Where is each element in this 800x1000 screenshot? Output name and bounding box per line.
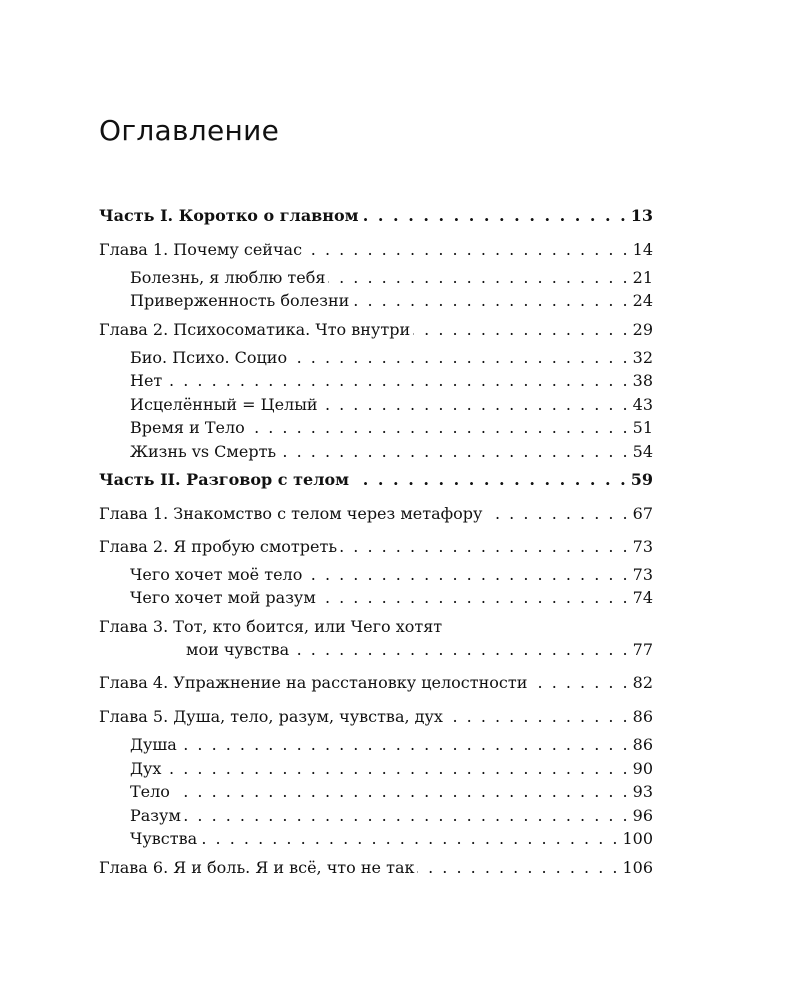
toc-entry-title: Чего хочет мой разум [130, 588, 316, 607]
toc-entry-section [130, 778, 653, 802]
toc-entry-page: 77 [632, 640, 653, 659]
toc-entry-title: Глава 4. Упражнение на расстановку целостности [99, 673, 528, 692]
toc-entry-title: Чувства [130, 829, 198, 848]
toc-entry-title: Глава 5. Душа, тело, разум, чувства, дух [99, 707, 443, 726]
toc-entry-page: 100 [622, 829, 653, 848]
toc-entry-page: 29 [632, 320, 653, 339]
toc-entry-title: Глава 6. Я и боль. Я и всё, что не так [99, 858, 415, 877]
toc-entry-section [130, 438, 653, 462]
toc-entry-title: Био. Психо. Социо [130, 348, 288, 367]
toc-entry-section [130, 414, 653, 438]
dot-leader [248, 418, 630, 438]
dot-leader [362, 206, 628, 226]
toc-entry-section [130, 731, 653, 755]
toc-entry-page: 67 [632, 504, 653, 523]
toc-entry-chapter [99, 316, 653, 340]
dot-leader [290, 348, 630, 368]
toc-entry-page: 14 [632, 240, 653, 259]
toc-entry-section [130, 825, 653, 849]
dot-leader [340, 537, 630, 557]
toc-entry-title: Глава 2. Психосоматика. Что внутри [99, 320, 411, 339]
toc-entry-section [130, 802, 653, 826]
toc-entry-chapter [99, 669, 653, 693]
toc-entry-page: 106 [622, 858, 653, 877]
toc-entry-title: Глава 1. Знакомство с телом через метафору [99, 504, 483, 523]
dot-leader [200, 829, 619, 849]
toc-entry-title: Исцелённый = Целый [130, 395, 318, 414]
toc-entry-page: 90 [632, 759, 653, 778]
toc-entry-chapter [99, 533, 653, 557]
toc-entry-part [99, 466, 653, 490]
toc-entry-title: мои чувства [186, 640, 290, 659]
toc-entry-page: 86 [632, 707, 653, 726]
toc-entry-page: 73 [632, 565, 653, 584]
toc-entry-section [130, 755, 653, 779]
toc-entry-page: 54 [632, 442, 653, 461]
toc-entry-title: Глава 2. Я пробую смотреть [99, 537, 338, 556]
toc-entry-title: Глава 3. Тот, кто боится, или Чего хотят [99, 617, 443, 636]
toc-entry-chapter [99, 703, 653, 727]
toc-entry-title: Разум [130, 806, 181, 825]
toc-entry-section [130, 287, 653, 311]
toc-entry-section [130, 561, 653, 585]
toc-entry-part [99, 202, 653, 226]
dot-leader [165, 371, 629, 391]
toc-entry-section [130, 264, 653, 288]
toc-entry-page: 96 [632, 806, 653, 825]
toc-entry-title: Глава 1. Почему сейчас [99, 240, 303, 259]
dot-leader [279, 442, 630, 462]
dot-leader [184, 806, 630, 826]
toc-entry-page: 59 [630, 470, 653, 489]
toc-entry-section [130, 344, 653, 368]
dot-leader [173, 782, 630, 802]
toc-entry-title: Приверженность болезни [130, 291, 350, 310]
toc-entry-chapter [99, 854, 653, 878]
dot-leader [417, 858, 619, 878]
dot-leader [352, 470, 628, 490]
toc-entry-title: Чего хочет моё тело [130, 565, 303, 584]
dot-leader [319, 588, 630, 608]
dot-leader [180, 735, 630, 755]
toc-entry-section [130, 391, 653, 415]
dot-leader [446, 707, 630, 727]
dot-leader [164, 759, 629, 779]
toc-entry-section [130, 584, 653, 608]
dot-leader [485, 504, 629, 524]
toc-entry-chapter [99, 613, 653, 637]
toc-entry-page: 93 [632, 782, 653, 801]
dot-leader [305, 240, 630, 260]
dot-leader [321, 395, 630, 415]
dot-leader [305, 565, 629, 585]
toc-entry-chapter [99, 500, 653, 524]
toc-entry-page: 24 [632, 291, 653, 310]
toc-entry-title: Жизнь vs Смерть [130, 442, 277, 461]
toc-entry-page: 43 [632, 395, 653, 414]
toc-entry-continuation [186, 636, 653, 660]
dot-leader [292, 640, 629, 660]
dot-leader [530, 673, 629, 693]
dot-leader [328, 268, 629, 288]
toc-entry-title: Время и Тело [130, 418, 245, 437]
toc-entry-page: 73 [632, 537, 653, 556]
toc-entry-title: Душа [130, 735, 177, 754]
toc-entry-page: 51 [632, 418, 653, 437]
toc-entry-title: Дух [130, 759, 162, 778]
toc-entry-title: Нет [130, 371, 163, 390]
dot-leader [413, 320, 630, 340]
toc-entry-title: Тело [130, 782, 170, 801]
toc-entry-chapter [99, 236, 653, 260]
toc-entry-page: 74 [632, 588, 653, 607]
toc-entry-title: Часть II. Разговор с телом [99, 470, 350, 489]
dot-leader [352, 291, 629, 311]
toc-entry-title: Болезнь, я люблю тебя [130, 268, 326, 287]
toc-entry-page: 82 [632, 673, 653, 692]
toc-entry-page: 86 [632, 735, 653, 754]
toc-entry-page: 13 [630, 206, 653, 225]
toc-entry-title: Часть I. Коротко о главном [99, 206, 359, 225]
toc-heading: Оглавление [99, 114, 280, 147]
toc-entry-page: 38 [632, 371, 653, 390]
toc-entry-page: 32 [632, 348, 653, 367]
toc-entry-page: 21 [632, 268, 653, 287]
toc-entry-section [130, 367, 653, 391]
